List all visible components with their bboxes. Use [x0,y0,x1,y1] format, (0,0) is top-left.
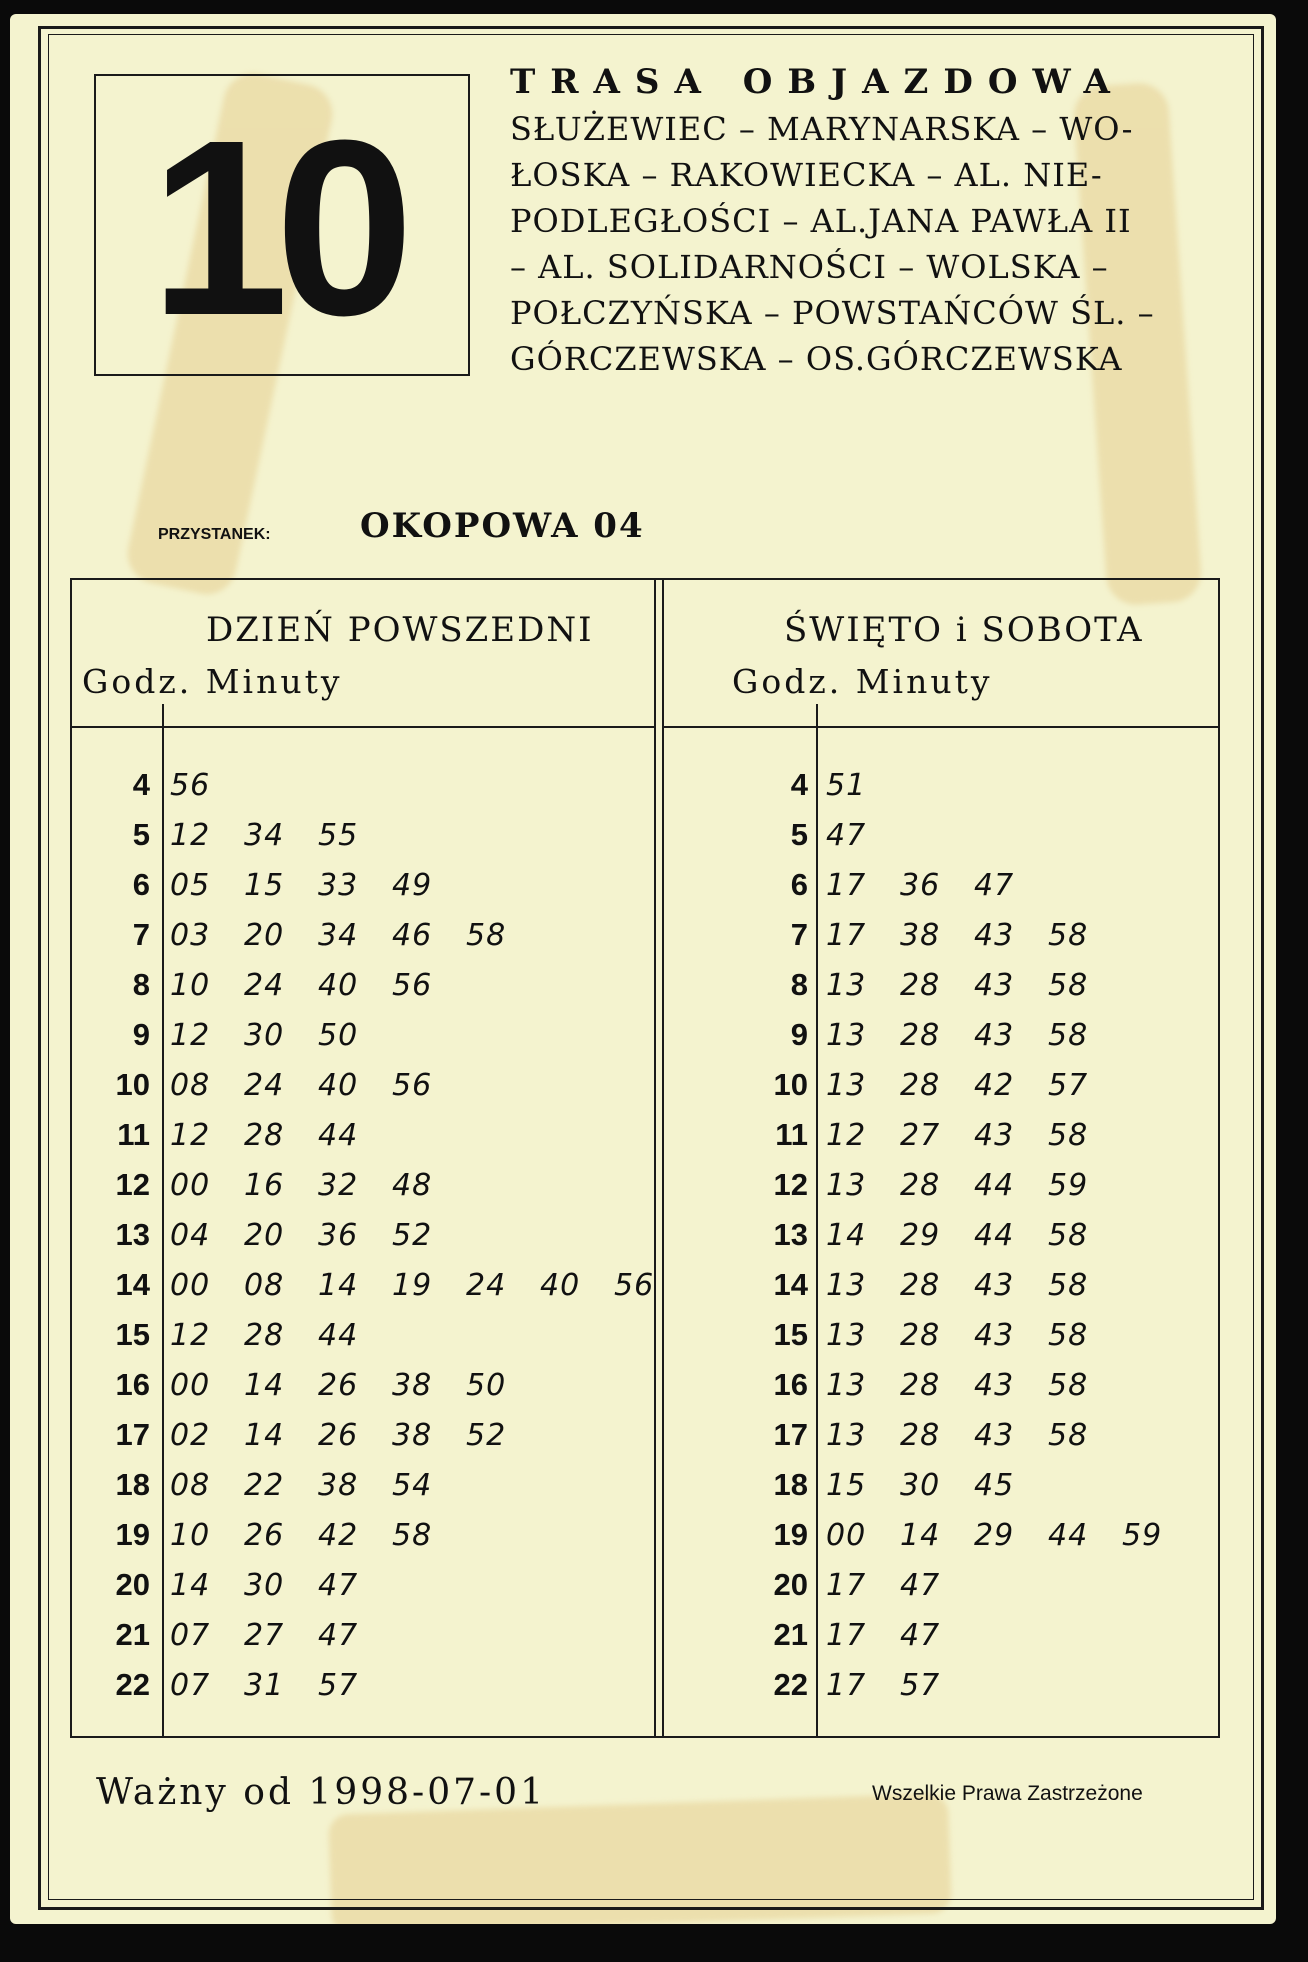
departure-minute: 57 [1048,1067,1089,1103]
hour-label: 11 [117,1117,150,1152]
departure-minute: 56 [392,1067,433,1103]
schedule-row [70,1110,688,1160]
departure-minute: 07 [170,1667,211,1703]
departure-minute: 27 [244,1617,285,1653]
departure-minute: 17 [826,1617,867,1653]
header-divider [70,726,656,728]
departure-minute: 32 [318,1167,359,1203]
departure-minute: 08 [170,1467,211,1503]
minutes-list [826,1118,1122,1153]
departure-minute: 13 [826,1167,867,1203]
departure-minute: 52 [466,1417,507,1453]
departure-minute: 57 [318,1667,359,1703]
schedule-row [70,1260,688,1310]
header-divider [662,726,1220,728]
departure-minute: 29 [900,1217,941,1253]
schedule-row [70,1460,688,1510]
departure-minute: 51 [826,767,867,803]
departure-minute: 44 [974,1167,1015,1203]
minutes-list [826,1668,974,1703]
stop-name: OKOPOWA 04 [360,506,645,546]
departure-minute: 59 [1122,1517,1163,1553]
departure-minute: 14 [826,1217,867,1253]
schedule-row [722,1560,1196,1610]
departure-minute: 34 [318,917,359,953]
weekday-schedule [70,760,688,1710]
hour-label: 19 [773,1517,808,1552]
schedule-row [722,1610,1196,1660]
hour-label: 19 [115,1517,150,1552]
holiday-title: ŚWIĘTO i SOBOTA [784,610,1144,650]
hour-label: 16 [115,1367,150,1402]
departure-minute: 12 [170,1117,211,1153]
departure-minute: 28 [900,1017,941,1053]
departure-minute: 55 [318,817,359,853]
departure-minute: 46 [392,917,433,953]
departure-minute: 58 [466,917,507,953]
departure-minute: 12 [170,817,211,853]
minutes-list [170,1668,392,1703]
departure-minute: 30 [244,1017,285,1053]
schedule-row [70,860,688,910]
schedule-row [70,1560,688,1610]
hour-label: 14 [773,1267,808,1302]
departure-minute: 05 [170,867,211,903]
departure-minute: 58 [1048,1367,1089,1403]
hour-label: 18 [773,1467,808,1502]
hour-label: 22 [773,1667,808,1702]
hour-label: 20 [773,1567,808,1602]
departure-minute: 12 [826,1117,867,1153]
route-line: ŁOSKA – RAKOWIECKA – AL. NIE- [510,156,1103,194]
departure-minute: 17 [826,867,867,903]
minutes-list [170,918,540,953]
minutes-list [826,1468,1048,1503]
departure-minute: 42 [318,1517,359,1553]
hour-label: 4 [132,767,150,802]
departure-minute: 02 [170,1417,211,1453]
departure-minute: 04 [170,1217,211,1253]
departure-minute: 58 [1048,967,1089,1003]
minutes-list [826,1318,1122,1353]
hour-label: 10 [115,1067,150,1102]
schedule-row [70,1210,688,1260]
schedule-row [70,1660,688,1710]
departure-minute: 26 [318,1367,359,1403]
departure-minute: 22 [244,1467,285,1503]
schedule-row [70,910,688,960]
hour-label: 10 [773,1067,808,1102]
minutes-list [170,818,392,853]
minutes-list [170,1518,466,1553]
schedule-row [70,1610,688,1660]
minutes-list [826,768,900,803]
schedule-row [722,1260,1196,1310]
route-line: POŁCZYŃSKA – POWSTAŃCÓW ŚL. – [510,294,1155,332]
schedule-row [722,1310,1196,1360]
stop-label: PRZYSTANEK: [158,526,271,543]
departure-minute: 17 [826,1567,867,1603]
departure-minute: 56 [392,967,433,1003]
departure-minute: 19 [392,1267,433,1303]
schedule-row [70,1060,688,1110]
route-line: GÓRCZEWSKA – OS.GÓRCZEWSKA [510,340,1123,378]
departure-minute: 26 [318,1417,359,1453]
departure-minute: 03 [170,917,211,953]
schedule-row [70,1010,688,1060]
hour-label: 17 [115,1417,150,1452]
departure-minute: 58 [1048,917,1089,953]
minutes-list [170,1068,466,1103]
hour-label: 22 [115,1667,150,1702]
schedule-row [70,960,688,1010]
departure-minute: 38 [900,917,941,953]
holiday-schedule [722,760,1196,1710]
departure-minute: 26 [244,1517,285,1553]
departure-minute: 58 [1048,1117,1089,1153]
departure-minute: 28 [900,1317,941,1353]
departure-minute: 28 [244,1317,285,1353]
minutes-list [826,1368,1122,1403]
rights-notice: Wszelkie Prawa Zastrzeżone [872,1782,1143,1805]
hour-label: 9 [790,1017,808,1052]
hour-label: 6 [790,867,808,902]
departure-minute: 50 [318,1017,359,1053]
route-line: – AL. SOLIDARNOŚCI – WOLSKA – [510,248,1109,286]
departure-minute: 20 [244,917,285,953]
line-number-box [94,74,470,376]
hour-label: 11 [775,1117,808,1152]
hour-label: 15 [115,1317,150,1352]
departure-minute: 00 [170,1167,211,1203]
line-number: 10 [149,88,401,367]
departure-minute: 12 [170,1317,211,1353]
minutes-list [826,1418,1122,1453]
departure-minute: 36 [318,1217,359,1253]
departure-minute: 14 [900,1517,941,1553]
schedule-row [722,910,1196,960]
hour-label: 12 [773,1167,808,1202]
departure-minute: 54 [392,1467,433,1503]
minutes-list [826,1068,1122,1103]
minutes-list [826,818,900,853]
departure-minute: 16 [244,1167,285,1203]
departure-minute: 40 [318,967,359,1003]
departure-minute: 47 [900,1617,941,1653]
hour-label: 15 [773,1317,808,1352]
hour-label: 13 [115,1217,150,1252]
hour-label: 5 [790,817,808,852]
departure-minute: 08 [170,1067,211,1103]
minutes-list [170,1468,466,1503]
departure-minute: 31 [244,1667,285,1703]
departure-minute: 59 [1048,1167,1089,1203]
departure-minute: 50 [466,1367,507,1403]
departure-minute: 47 [318,1567,359,1603]
minutes-list [170,968,466,1003]
departure-minute: 14 [318,1267,359,1303]
minutes-list [826,1618,974,1653]
departure-minute: 58 [1048,1217,1089,1253]
departure-minute: 14 [244,1367,285,1403]
schedule-row [722,1210,1196,1260]
departure-minute: 57 [900,1667,941,1703]
departure-minute: 17 [826,1667,867,1703]
departure-minute: 00 [170,1267,211,1303]
minutes-list [826,1568,974,1603]
weekday-title: DZIEŃ POWSZEDNI [206,610,594,650]
departure-minute: 58 [392,1517,433,1553]
hour-label: 8 [132,967,150,1002]
departure-minute: 00 [826,1517,867,1553]
departure-minute: 43 [974,1317,1015,1353]
departure-minute: 15 [244,867,285,903]
departure-minute: 28 [900,1167,941,1203]
schedule-row [722,1360,1196,1410]
timetable-card [10,14,1276,1924]
minutes-list [170,1118,392,1153]
minutes-list [170,868,466,903]
departure-minute: 12 [170,1017,211,1053]
minutes-list [170,1318,392,1353]
departure-minute: 15 [826,1467,867,1503]
schedule-row [70,1510,688,1560]
departure-minute: 45 [974,1467,1015,1503]
departure-minute: 24 [244,1067,285,1103]
schedule-row [722,760,1196,810]
minutes-list [170,1018,392,1053]
departure-minute: 44 [318,1117,359,1153]
departure-minute: 44 [974,1217,1015,1253]
hour-label: 14 [115,1267,150,1302]
departure-minute: 28 [900,1367,941,1403]
hour-label: 20 [115,1567,150,1602]
departure-minute: 43 [974,917,1015,953]
departure-minute: 24 [244,967,285,1003]
hour-label: 12 [115,1167,150,1202]
schedule-row [722,1660,1196,1710]
departure-minute: 10 [170,967,211,1003]
schedule-row [70,1310,688,1360]
departure-minute: 36 [900,867,941,903]
departure-minute: 44 [1048,1517,1089,1553]
departure-minute: 13 [826,1317,867,1353]
schedule-row [722,1460,1196,1510]
departure-minute: 17 [826,917,867,953]
departure-minute: 28 [900,1417,941,1453]
departure-minute: 44 [318,1317,359,1353]
departure-minute: 28 [900,967,941,1003]
hour-label: 21 [773,1617,808,1652]
minutes-list [826,1268,1122,1303]
hour-label: 8 [790,967,808,1002]
minutes-list [170,1168,466,1203]
schedule-row [722,1510,1196,1560]
schedule-row [722,1010,1196,1060]
hour-label: 9 [132,1017,150,1052]
hour-label: 16 [773,1367,808,1402]
departure-minute: 49 [392,867,433,903]
weekday-subheader: Godz. Minuty [82,662,343,701]
hour-label: 18 [115,1467,150,1502]
schedule-row [70,1360,688,1410]
departure-minute: 13 [826,1367,867,1403]
departure-minute: 14 [170,1567,211,1603]
departure-minute: 29 [974,1517,1015,1553]
hour-label: 6 [132,867,150,902]
departure-minute: 56 [614,1267,655,1303]
departure-minute: 30 [900,1467,941,1503]
departure-minute: 42 [974,1067,1015,1103]
departure-minute: 33 [318,867,359,903]
hour-label: 17 [773,1417,808,1452]
departure-minute: 14 [244,1417,285,1453]
departure-minute: 43 [974,1367,1015,1403]
schedule-row [70,760,688,810]
departure-minute: 28 [900,1267,941,1303]
minutes-list [170,1368,540,1403]
valid-from: Ważny od 1998-07-01 [96,1772,546,1813]
minutes-list [826,1018,1122,1053]
route-line: PODLEGŁOŚCI – AL.JANA PAWŁA II [510,202,1132,240]
departure-minute: 20 [244,1217,285,1253]
departure-minute: 43 [974,1017,1015,1053]
minutes-list [170,1618,392,1653]
departure-minute: 58 [1048,1267,1089,1303]
schedule-row [722,810,1196,860]
departure-minute: 43 [974,1117,1015,1153]
schedule-row [722,1410,1196,1460]
schedule-row [722,1160,1196,1210]
schedule-row [722,860,1196,910]
departure-minute: 13 [826,967,867,1003]
departure-minute: 34 [244,817,285,853]
departure-minute: 13 [826,1067,867,1103]
departure-minute: 43 [974,1267,1015,1303]
departure-minute: 27 [900,1117,941,1153]
schedule-row [722,960,1196,1010]
departure-minute: 10 [170,1517,211,1553]
schedule-row [722,1110,1196,1160]
schedule-row [70,1410,688,1460]
minutes-list [170,1218,466,1253]
departure-minute: 00 [170,1367,211,1403]
minutes-list [170,1418,540,1453]
departure-minute: 08 [244,1267,285,1303]
minutes-list [826,918,1122,953]
departure-minute: 28 [244,1117,285,1153]
holiday-subheader: Godz. Minuty [732,662,993,701]
hour-label: 7 [790,917,808,952]
departure-minute: 28 [900,1067,941,1103]
schedule-row [70,1160,688,1210]
departure-minute: 40 [540,1267,581,1303]
minutes-list [826,1168,1122,1203]
minutes-list [826,1518,1196,1553]
departure-minute: 47 [974,867,1015,903]
departure-minute: 43 [974,1417,1015,1453]
hour-label: 5 [132,817,150,852]
departure-minute: 47 [826,817,867,853]
departure-minute: 38 [392,1367,433,1403]
hour-label: 21 [115,1617,150,1652]
departure-minute: 47 [900,1567,941,1603]
departure-minute: 07 [170,1617,211,1653]
departure-minute: 38 [318,1467,359,1503]
departure-minute: 52 [392,1217,433,1253]
schedule-row [722,1060,1196,1110]
departure-minute: 30 [244,1567,285,1603]
route-title: TRASA OBJAZDOWA [510,62,1125,102]
departure-minute: 43 [974,967,1015,1003]
departure-minute: 24 [466,1267,507,1303]
minutes-list [826,868,1048,903]
hour-label: 13 [773,1217,808,1252]
departure-minute: 13 [826,1017,867,1053]
departure-minute: 48 [392,1167,433,1203]
minutes-list [170,768,244,803]
departure-minute: 13 [826,1417,867,1453]
departure-minute: 47 [318,1617,359,1653]
route-line: SŁUŻEWIEC – MARYNARSKA – WO- [510,110,1134,148]
departure-minute: 56 [170,767,211,803]
hour-label: 4 [790,767,808,802]
departure-minute: 13 [826,1267,867,1303]
route-description [510,106,1270,382]
minutes-list [826,968,1122,1003]
departure-minute: 38 [392,1417,433,1453]
departure-minute: 58 [1048,1417,1089,1453]
schedule-row [70,810,688,860]
minutes-list [170,1268,688,1303]
departure-minute: 58 [1048,1017,1089,1053]
departure-minute: 58 [1048,1317,1089,1353]
minutes-list [826,1218,1122,1253]
departure-minute: 40 [318,1067,359,1103]
minutes-list [170,1568,392,1603]
hour-label: 7 [132,917,150,952]
